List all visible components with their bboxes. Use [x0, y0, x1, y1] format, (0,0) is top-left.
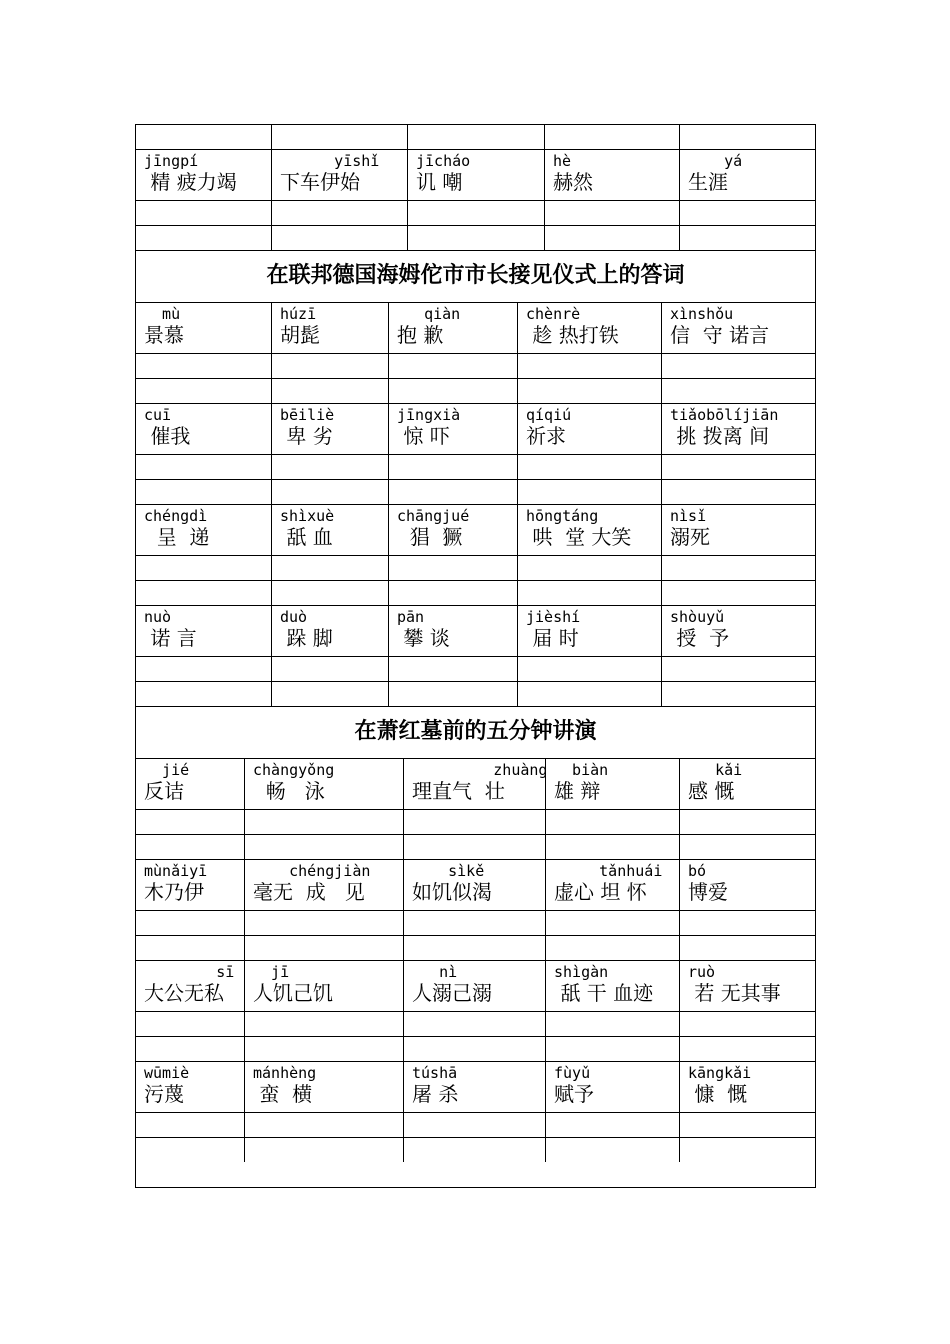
- column-divider: [271, 124, 272, 250]
- vocabulary-word: 博爱: [688, 880, 728, 904]
- row-divider: [135, 758, 816, 759]
- row-divider: [135, 1112, 816, 1113]
- pinyin-label: mù: [144, 305, 181, 323]
- row-divider: [135, 225, 816, 226]
- pinyin-label: jīngpí: [144, 152, 199, 170]
- row-divider: [135, 605, 816, 606]
- vocabulary-word: 诺 言: [144, 626, 197, 650]
- column-divider: [407, 124, 408, 250]
- vocabulary-word: 畅 泳: [253, 779, 325, 803]
- vocabulary-word: 生涯: [688, 170, 728, 194]
- vocabulary-word: 讥 嘲: [416, 170, 463, 194]
- vocabulary-word: 溺死: [670, 525, 710, 549]
- vocabulary-word: 赫然: [553, 170, 593, 194]
- vocabulary-word: 慷 慨: [688, 1082, 748, 1106]
- pinyin-label: xìnshǒu: [670, 305, 734, 323]
- pinyin-label: yīshǐ: [280, 152, 380, 170]
- vocabulary-word: 大公无私: [144, 981, 224, 1005]
- pinyin-label: shìxuè: [280, 507, 335, 525]
- vocabulary-word: 雄 辩: [554, 779, 601, 803]
- vocabulary-word: 舐 血: [280, 525, 333, 549]
- row-divider: [135, 250, 816, 251]
- vocabulary-word: 哄 堂 大笑: [526, 525, 632, 549]
- pinyin-label: ruò: [688, 963, 716, 981]
- vocabulary-word: 祈求: [526, 424, 566, 448]
- row-divider: [135, 960, 816, 961]
- pinyin-label: qíqiú: [526, 406, 572, 424]
- pinyin-label: húzī: [280, 305, 317, 323]
- column-divider: [244, 758, 245, 1162]
- pinyin-label: zhuàng: [412, 761, 548, 779]
- pinyin-label: chéngjiàn: [253, 862, 371, 880]
- row-divider: [135, 706, 816, 707]
- row-divider: [135, 580, 816, 581]
- column-divider: [517, 302, 518, 706]
- pinyin-label: chènrè: [526, 305, 581, 323]
- pinyin-label: hōngtáng: [526, 507, 599, 525]
- vocabulary-word: 蛮 横: [253, 1082, 313, 1106]
- vocabulary-word: 胡髭: [280, 323, 320, 347]
- row-divider: [135, 910, 816, 911]
- column-divider: [679, 758, 680, 1162]
- pinyin-label: qiàn: [397, 305, 461, 323]
- column-divider: [679, 124, 680, 250]
- column-divider: [545, 758, 546, 1162]
- vocabulary-word: 赋予: [554, 1082, 594, 1106]
- vocabulary-word: 感 慨: [688, 779, 735, 803]
- pinyin-label: nì: [412, 963, 458, 981]
- row-divider: [135, 834, 816, 835]
- pinyin-label: mùnǎiyī: [144, 862, 208, 880]
- row-divider: [135, 1137, 816, 1138]
- pinyin-label: chéngdì: [144, 507, 208, 525]
- pinyin-label: biàn: [554, 761, 609, 779]
- pinyin-label: mánhèng: [253, 1064, 317, 1082]
- vocabulary-word: 景慕: [144, 323, 184, 347]
- pinyin-label: sī: [144, 963, 235, 981]
- vocabulary-word: 信 守 诺言: [670, 323, 770, 347]
- row-divider: [135, 681, 816, 682]
- pinyin-label: nìsǐ: [670, 507, 707, 525]
- vocabulary-word: 屠 杀: [412, 1082, 459, 1106]
- column-divider: [661, 302, 662, 706]
- row-divider: [135, 479, 816, 480]
- vocabulary-word: 授 予: [670, 626, 730, 650]
- vocabulary-word: 反诘: [144, 779, 184, 803]
- vocabulary-word: 跺 脚: [280, 626, 333, 650]
- vocabulary-word: 挑 拨离 间: [670, 424, 770, 448]
- pinyin-label: kāngkǎi: [688, 1064, 752, 1082]
- row-divider: [135, 935, 816, 936]
- pinyin-label: shòuyǔ: [670, 608, 725, 626]
- pinyin-label: kǎi: [688, 761, 743, 779]
- column-divider: [544, 124, 545, 250]
- row-divider: [135, 454, 816, 455]
- vocabulary-word: 如饥似渴: [412, 880, 492, 904]
- row-divider: [135, 555, 816, 556]
- pinyin-label: cuī: [144, 406, 172, 424]
- section-title: 在联邦德国海姆佗市市长接见仪式上的答词: [266, 263, 685, 288]
- row-divider: [135, 378, 816, 379]
- vocabulary-word: 毫无 成 见: [253, 880, 365, 904]
- row-divider: [135, 1061, 816, 1062]
- vocabulary-word: 趁 热打铁: [526, 323, 619, 347]
- row-divider: [135, 302, 816, 303]
- pinyin-label: jīngxià: [397, 406, 461, 424]
- row-divider: [135, 149, 816, 150]
- pinyin-label: bó: [688, 862, 707, 880]
- pinyin-label: túshā: [412, 1064, 458, 1082]
- vocabulary-word: 精 疲力竭: [144, 170, 237, 194]
- pinyin-label: tǎnhuái: [554, 862, 663, 880]
- row-divider: [135, 200, 816, 201]
- row-divider: [135, 504, 816, 505]
- vocabulary-word: 人溺己溺: [412, 981, 492, 1005]
- pinyin-label: tiǎobōlíjiān: [670, 406, 779, 424]
- pinyin-label: jīcháo: [416, 152, 471, 170]
- vocabulary-word: 卑 劣: [280, 424, 333, 448]
- pinyin-label: chāngjué: [397, 507, 470, 525]
- pinyin-label: yá: [688, 152, 743, 170]
- column-divider: [403, 758, 404, 1162]
- vocabulary-word: 理直气 壮: [412, 779, 505, 803]
- pinyin-label: wūmiè: [144, 1064, 190, 1082]
- pinyin-label: jié: [144, 761, 190, 779]
- vocabulary-word: 呈 递: [144, 525, 210, 549]
- pinyin-label: hè: [553, 152, 572, 170]
- pinyin-label: jī: [253, 963, 290, 981]
- column-divider: [271, 302, 272, 706]
- row-divider: [135, 656, 816, 657]
- vocabulary-word: 催我: [144, 424, 191, 448]
- vocabulary-word: 污蔑: [144, 1082, 184, 1106]
- row-divider: [135, 1036, 816, 1037]
- vocabulary-word: 人饥己饥: [253, 981, 333, 1005]
- pinyin-label: bēiliè: [280, 406, 335, 424]
- pinyin-label: chàngyǒng: [253, 761, 335, 779]
- vocabulary-word: 木乃伊: [144, 880, 204, 904]
- pinyin-label: duò: [280, 608, 308, 626]
- pinyin-label: shìgàn: [554, 963, 609, 981]
- row-divider: [135, 1011, 816, 1012]
- row-divider: [135, 809, 816, 810]
- vocabulary-word: 虚心 坦 怀: [554, 880, 647, 904]
- vocabulary-table: [135, 124, 816, 1188]
- vocabulary-word: 届 时: [526, 626, 579, 650]
- pinyin-label: pān: [397, 608, 425, 626]
- vocabulary-word: 惊 吓: [397, 424, 450, 448]
- vocabulary-word: 下车伊始: [280, 170, 360, 194]
- vocabulary-word: 猖 獗: [397, 525, 463, 549]
- pinyin-label: fùyǔ: [554, 1064, 591, 1082]
- pinyin-label: sìkě: [412, 862, 485, 880]
- row-divider: [135, 353, 816, 354]
- pinyin-label: nuò: [144, 608, 172, 626]
- pinyin-label: jièshí: [526, 608, 581, 626]
- row-divider: [135, 859, 816, 860]
- row-divider: [135, 403, 816, 404]
- vocabulary-word: 抱 歉: [397, 323, 444, 347]
- vocabulary-word: 舐 干 血迹: [554, 981, 654, 1005]
- section-title: 在萧红墓前的五分钟讲演: [354, 719, 597, 744]
- column-divider: [388, 302, 389, 706]
- vocabulary-word: 攀 谈: [397, 626, 450, 650]
- vocabulary-word: 若 无其事: [688, 981, 781, 1005]
